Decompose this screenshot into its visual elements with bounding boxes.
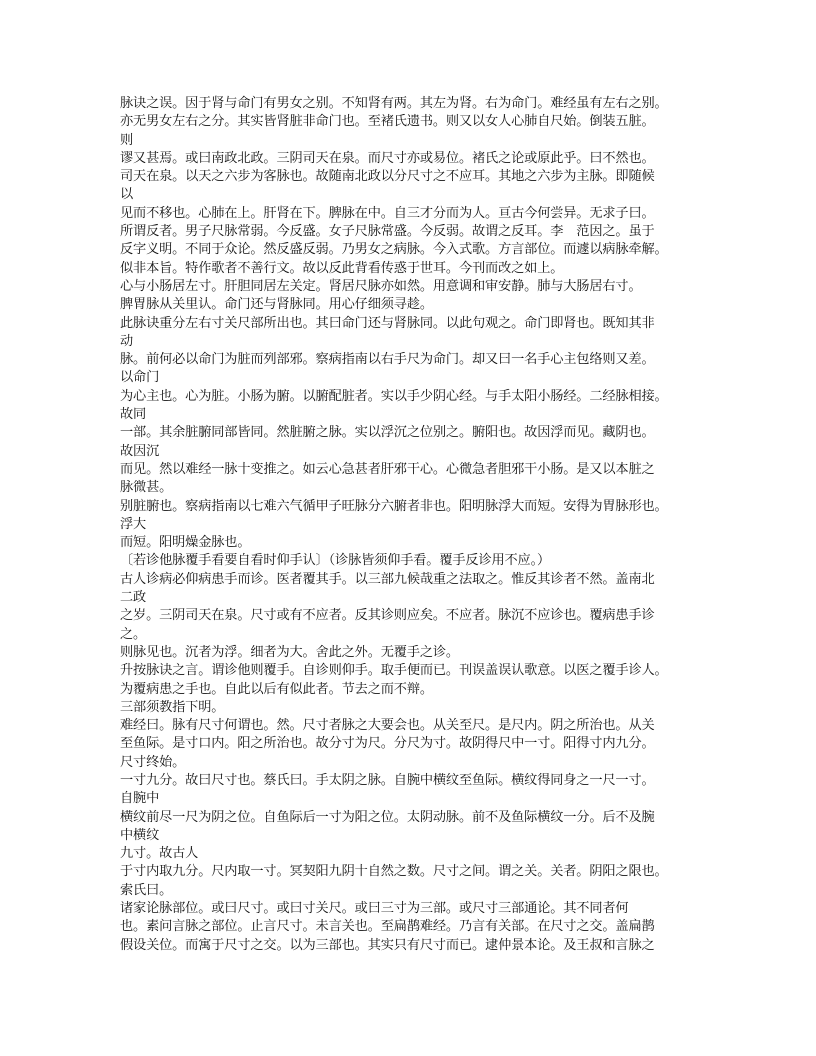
text-line: 而短。阳明燥金脉也。 bbox=[120, 535, 251, 551]
text-line: 而见。然以难经一脉十变推之。如云心急甚者肝邪干心。心微急者胆邪干小肠。是又以本脏之 bbox=[120, 461, 655, 477]
text-line: 三部须教指下明。 bbox=[120, 699, 225, 715]
text-line: 自腕中 bbox=[120, 791, 160, 807]
text-line: 亦无男女左右之分。其实皆肾脏非命门也。至褚氏遗书。则又以女人心肺自尺始。倒装五脏。 bbox=[120, 114, 655, 130]
text-line: 脉诀之误。因于肾与命门有男女之别。不知肾有两。其左为肾。右为命门。难经虽有左右之别。 bbox=[120, 96, 668, 111]
text-line: 古人诊病必仰病患手而诊。医者覆其手。以三部九候哉重之法取之。惟反其诊者不然。盖南北 bbox=[120, 571, 655, 587]
document-text-body bbox=[120, 95, 700, 955]
text-line: 一部。其余脏腑同部皆同。然脏腑之脉。实以浮沉之位别之。腑阳也。故因浮而见。藏阴也。 bbox=[120, 425, 655, 441]
text-line: 见而不移也。心肺在上。肝肾在下。脾脉在中。自三才分而为人。亘古今何尝异。无求子曰。 bbox=[120, 205, 655, 221]
text-line: 九寸。故古人 bbox=[120, 846, 199, 862]
text-line: 为覆病患之手也。自此以后有似此者。节去之而不辩。 bbox=[120, 681, 433, 697]
text-line: 难经曰。脉有尺寸何谓也。然。尺寸者脉之大要会也。从关至尺。是尺内。阴之所治也。从关 bbox=[120, 718, 655, 734]
text-line: 诸家论脉部位。或曰尺寸。或曰寸关尺。或曰三寸为三部。或尺寸三部通论。其不同者何 bbox=[120, 901, 629, 917]
text-line: 别脏腑也。察病指南以七难六气循甲子旺脉分六腑者非也。阳明脉浮大而短。安得为胃脉形也。 bbox=[120, 498, 668, 514]
text-line: 故因沉 bbox=[120, 443, 160, 459]
text-line: 则 bbox=[120, 132, 134, 148]
text-line: 故同 bbox=[120, 407, 147, 423]
text-line: 脉。前何必以命门为脏而列部邪。察病指南以右手尺为命门。却又曰一名手心主包络则又差。 bbox=[120, 352, 655, 368]
text-line: 中横纹 bbox=[120, 827, 160, 843]
text-line: 升按脉诀之言。谓诊他则覆手。自诊则仰手。取手便而已。刊误盖误认歌意。以医之覆手诊人。 bbox=[120, 663, 668, 679]
text-line: 假设关位。而寓于尺寸之交。以为三部也。其实只有尺寸而已。逮仲景本论。及王叔和言脉之 bbox=[120, 937, 655, 953]
text-line: 则脉见也。沉者为浮。细者为大。舍此之外。无覆手之诊。 bbox=[120, 644, 459, 660]
text-line: 似非本旨。特作歌者不善行文。故以反此背看传惑于世耳。今刊而改之如上。 bbox=[120, 260, 564, 276]
text-line: 以 bbox=[120, 187, 134, 203]
text-line: 之。 bbox=[120, 626, 147, 642]
text-line: 司天在泉。以天之六步为客脉也。故随南北政以分尺寸之不应耳。其地之六步为主脉。即随候 bbox=[120, 169, 655, 185]
text-line: 心与小肠居左寸。肝胆同居左关定。肾居尺脉亦如然。用意调和审安静。肺与大肠居右寸。 bbox=[120, 278, 642, 294]
text-line: 此脉诀重分左右寸关尺部所出也。其曰命门还与肾脉同。以此句观之。命门即肾也。既知其非 bbox=[120, 315, 655, 331]
text-line: 索氏曰。 bbox=[120, 882, 173, 898]
text-line: 也。素问言脉之部位。止言尺寸。未言关也。至扁鹊难经。乃言有关部。在尺寸之交。盖扁鹊 bbox=[120, 919, 655, 935]
text-line: 至鱼际。是寸口内。阳之所治也。故分寸为尺。分尺为寸。故阴得尺中一寸。阳得寸内九分。 bbox=[120, 736, 655, 752]
text-line: 尺寸终始。 bbox=[120, 754, 186, 770]
text-line: 浮大 bbox=[120, 516, 147, 532]
text-line: 脉微甚。 bbox=[120, 480, 173, 496]
text-line: 所谓反者。男子尺脉常弱。今反盛。女子尺脉常盛。今反弱。故谓之反耳。李 范因之。虽于 bbox=[120, 224, 655, 240]
text-line: 谬又甚焉。或曰南政北政。三阴司天在泉。而尺寸亦或易位。褚氏之论或原此乎。曰不然也。 bbox=[120, 150, 655, 166]
text-line: 反字义明。不同于众论。然反盛反弱。乃男女之病脉。今入式歌。方言部位。而遽以病脉牵解。 bbox=[120, 242, 668, 258]
text-line: 一寸九分。故曰尺寸也。蔡氏曰。手太阴之脉。自腕中横纹至鱼际。横纹得同身之一尺一寸。 bbox=[120, 772, 655, 788]
text-line: 以命门 bbox=[120, 370, 160, 386]
text-line: 脾胃脉从关里认。命门还与肾脉同。用心仔细须寻趁。 bbox=[120, 297, 433, 313]
text-line: 横纹前尽一尺为阴之位。自鱼际后一寸为阳之位。太阴动脉。前不及鱼际横纹一分。后不及腕 bbox=[120, 809, 655, 825]
text-line: 为心主也。心为脏。小肠为腑。以腑配脏者。实以手少阴心经。与手太阳小肠经。二经脉相接。 bbox=[120, 388, 668, 404]
text-line: 〔若诊他脉覆手看要自看时仰手认〕（诊脉皆须仰手看。覆手反诊用不应。） bbox=[120, 553, 551, 569]
text-line: 之岁。三阴司天在泉。尺寸或有不应者。反其诊则应矣。不应者。脉沉不应诊也。覆病患手诊 bbox=[120, 608, 655, 624]
text-line: 二政 bbox=[120, 590, 147, 606]
text-line: 动 bbox=[120, 333, 134, 349]
text-line: 于寸内取九分。尺内取一寸。冥契阳九阴十自然之数。尺寸之间。谓之关。关者。阴阳之限也。 bbox=[120, 864, 668, 880]
